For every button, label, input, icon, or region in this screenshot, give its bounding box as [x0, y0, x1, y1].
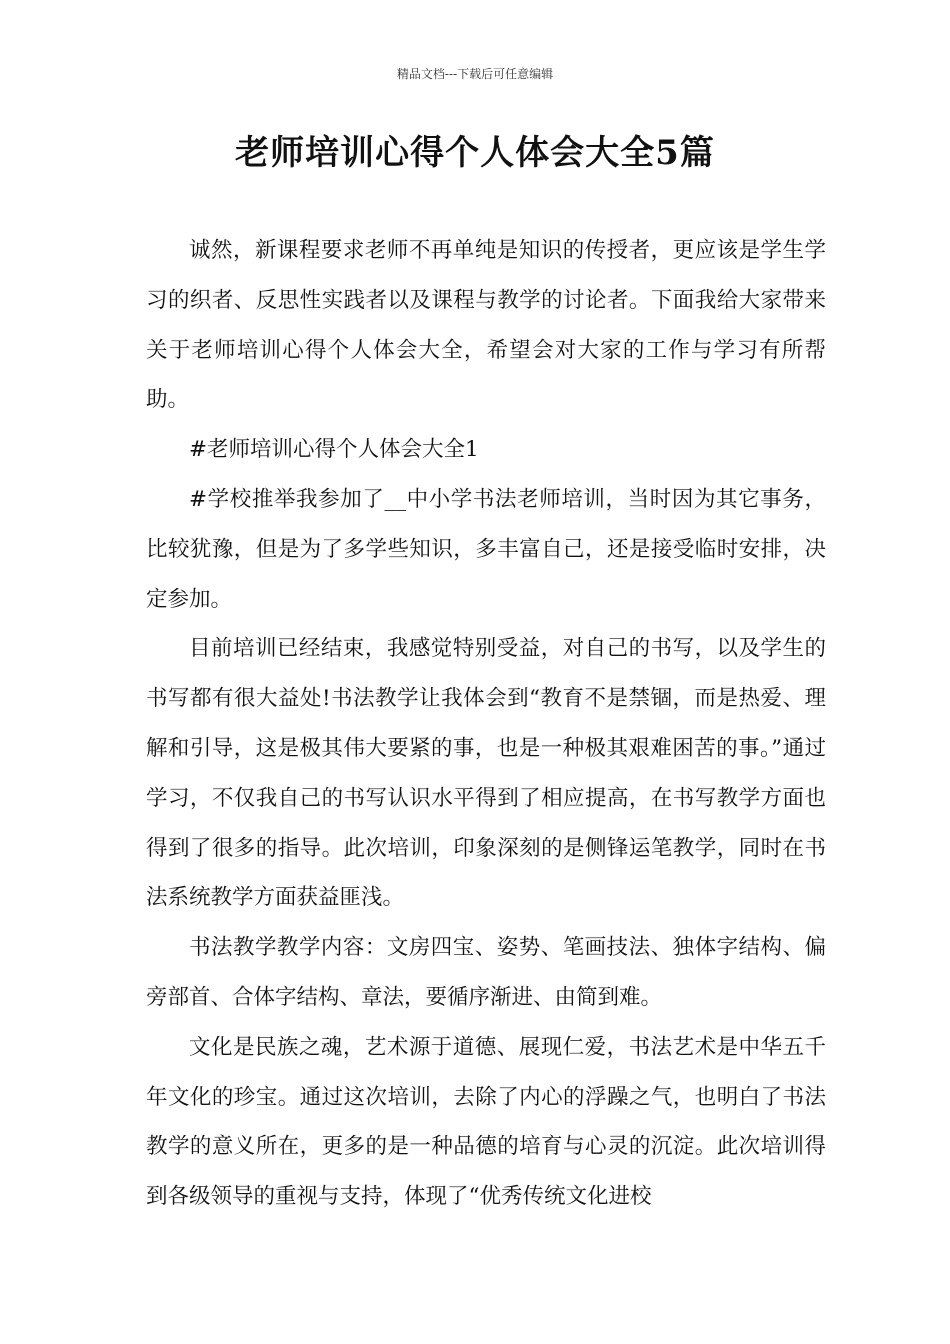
section-heading-1: #老师培训心得个人体会大全1 — [189, 437, 479, 463]
header-note: 精品文档---下载后可任意编辑 — [396, 67, 554, 81]
paragraph-intro: 诚然，新课程要求老师不再单纯是知识的传授者，更应该是学生学习的织者、反思性实践者以及课程与教学的讨论者。下面我给大家带来关于老师培训心得个人体会大全，希望会对大家的工作与学习有所帮助。 — [146, 238, 826, 413]
document-title: 老师培训心得个人体会大全5篇 — [235, 133, 715, 173]
document-body — [146, 226, 826, 1222]
paragraph-training-invite: #学校推举我参加了__中小学书法老师培训，当时因为其它事务，比较犹豫，但是为了多学些知识，多丰富自己，还是接受临时安排，决定参加。 — [146, 486, 826, 612]
paragraph-teaching-content: 书法教学教学内容：文房四宝、姿势、笔画技法、独体字结构、偏旁部首、合体字结构、章法，要循序渐进、由简到难。 — [146, 935, 826, 1010]
paragraph-culture: 文化是民族之魂，艺术源于道德、展现仁爱，书法艺术是中华五千年文化的珍宝。通过这次培训，去除了内心的浮躁之气，也明白了书法教学的意义所在，更多的是一种品德的培育与心灵的沉淀。此次培训得到各级领导的重视与支持，体现了“优秀传统文化进校 — [146, 1034, 826, 1210]
paragraph-training-benefit: 目前培训已经结束，我感觉特别受益，对自己的书写，以及学生的书写都有很大益处!书法教学让我体会到“教育不是禁锢，而是热爱、理解和引导，这是极其伟大要紧的事，也是一种极其艰难困苦的事。”通过学习，不仅我自己的书写认识水平得到了相应提高，在书写教学方面也得到了很多的指导。此次培训，印象深刻的是侧锋运笔教学，同时在书法系统教学方面获益匪浅。 — [146, 636, 826, 911]
